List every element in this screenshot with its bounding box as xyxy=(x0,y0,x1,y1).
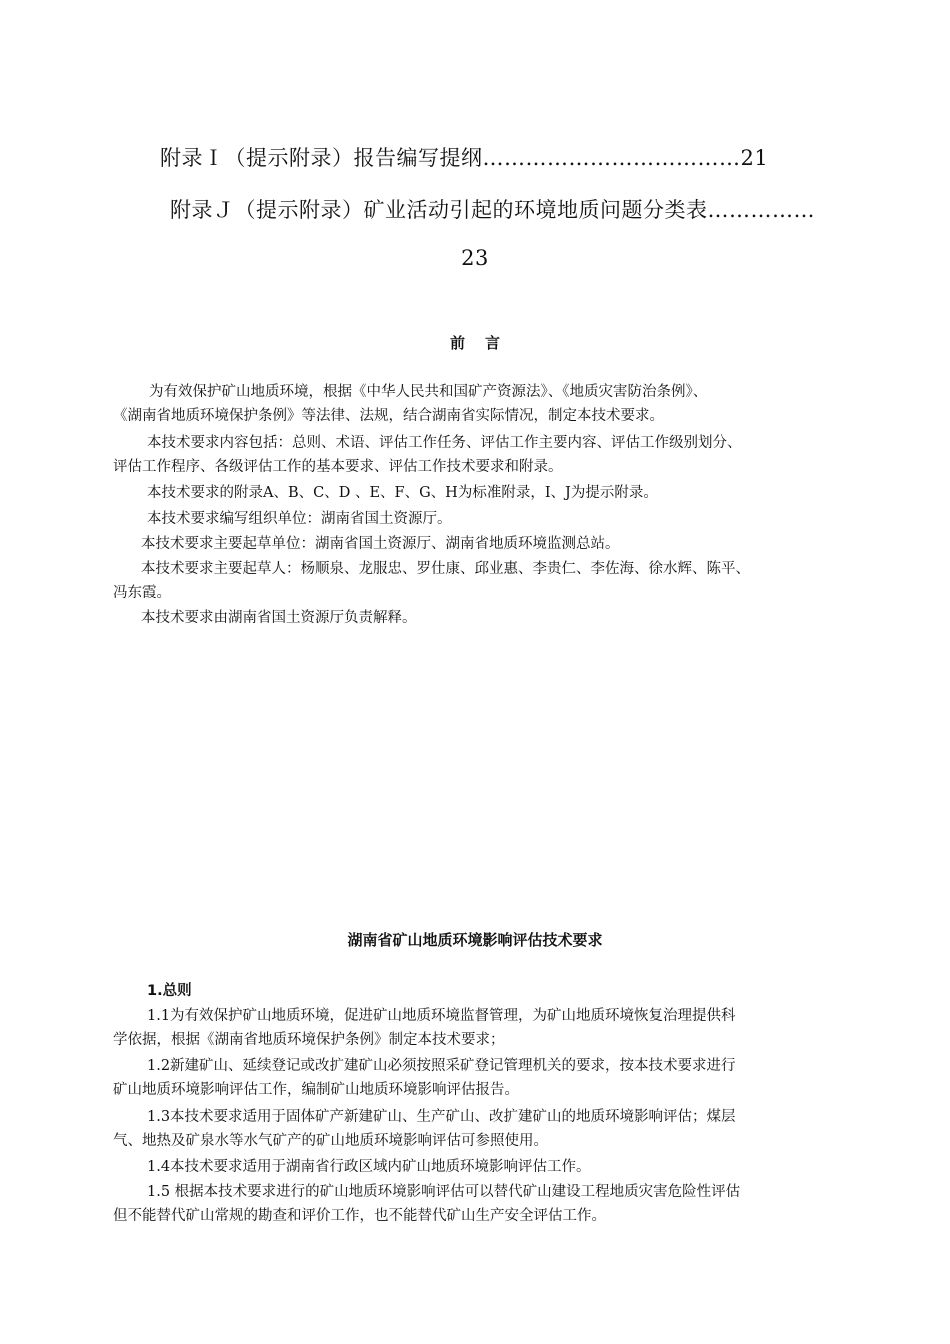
preface-paragraph-4: 本技术要求编写组织单位：湖南省国土资源厅。 xyxy=(147,511,452,527)
clause-1-4: 1.4本技术要求适用于湖南省行政区域内矿山地质环境影响评估工作。 xyxy=(147,1159,591,1175)
toc-entry-appendix-i: 附录Ｉ（提示附录）报告编写提纲………………………………21 xyxy=(160,146,769,170)
clause-1-5-line-1: 1.5 根据本技术要求进行的矿山地质环境影响评估可以替代矿山建设工程地质灾害危险性评估 xyxy=(147,1184,741,1200)
clause-1-5-line-2: 但不能替代矿山常规的勘查和评价工作，也不能替代矿山生产安全评估工作。 xyxy=(113,1208,606,1224)
clause-1-3-line-2: 气、地热及矿泉水等水气矿产的矿山地质环境影响评估可参照使用。 xyxy=(113,1133,548,1149)
document-title: 湖南省矿山地质环境影响评估技术要求 xyxy=(347,931,603,949)
preface-title: 前言 xyxy=(449,334,520,352)
toc-entry-appendix-j: 附录Ｊ（提示附录）矿业活动引起的环境地质问题分类表…………… xyxy=(170,198,815,222)
toc-entry-appendix-j-page: 23 xyxy=(461,246,489,270)
preface-paragraph-2-line-1: 本技术要求内容包括：总则、术语、评估工作任务、评估工作主要内容、评估工作级别划分、 xyxy=(147,435,742,451)
preface-paragraph-6-line-2: 冯东霞。 xyxy=(113,585,171,601)
clause-1-3-line-1: 1.3本技术要求适用于固体矿产新建矿山、生产矿山、改扩建矿山的地质环境影响评估；煤层 xyxy=(147,1109,736,1125)
preface-paragraph-3: 本技术要求的附录A、B、C、D 、E、F、G、H为标准附录，I、J为提示附录。 xyxy=(147,485,658,501)
clause-1-1-line-1: 1.1为有效保护矿山地质环境，促进矿山地质环境监督管理，为矿山地质环境恢复治理提供科 xyxy=(147,1008,736,1024)
preface-paragraph-2-line-2: 评估工作程序、各级评估工作的基本要求、评估工作技术要求和附录。 xyxy=(113,459,563,475)
clause-1-2-line-1: 1.2新建矿山、延续登记或改扩建矿山必须按照采矿登记管理机关的要求，按本技术要求进行 xyxy=(147,1058,736,1074)
section-1-title: 1.总则 xyxy=(147,983,192,999)
preface-paragraph-1-line-2: 《湖南省地质环境保护条例》等法律、法规，结合湖南省实际情况，制定本技术要求。 xyxy=(113,408,664,424)
clause-1-2-line-2: 矿山地质环境影响评估工作，编制矿山地质环境影响评估报告。 xyxy=(113,1082,519,1098)
preface-paragraph-1-line-1: 为有效保护矿山地质环境，根据《中华人民共和国矿产资源法》、《地质灾害防治条例》、 xyxy=(149,384,708,400)
preface-paragraph-7: 本技术要求由湖南省国土资源厅负责解释。 xyxy=(141,610,417,626)
clause-1-1-line-2: 学依据，根据《湖南省地质环境保护条例》制定本技术要求； xyxy=(113,1032,505,1048)
preface-paragraph-5: 本技术要求主要起草单位：湖南省国土资源厅、湖南省地质环境监测总站。 xyxy=(141,536,620,552)
preface-paragraph-6-line-1: 本技术要求主要起草人：杨顺泉、龙服忠、罗仕康、邱业惠、李贵仁、李佐海、徐水辉、陈平、 xyxy=(141,561,750,577)
